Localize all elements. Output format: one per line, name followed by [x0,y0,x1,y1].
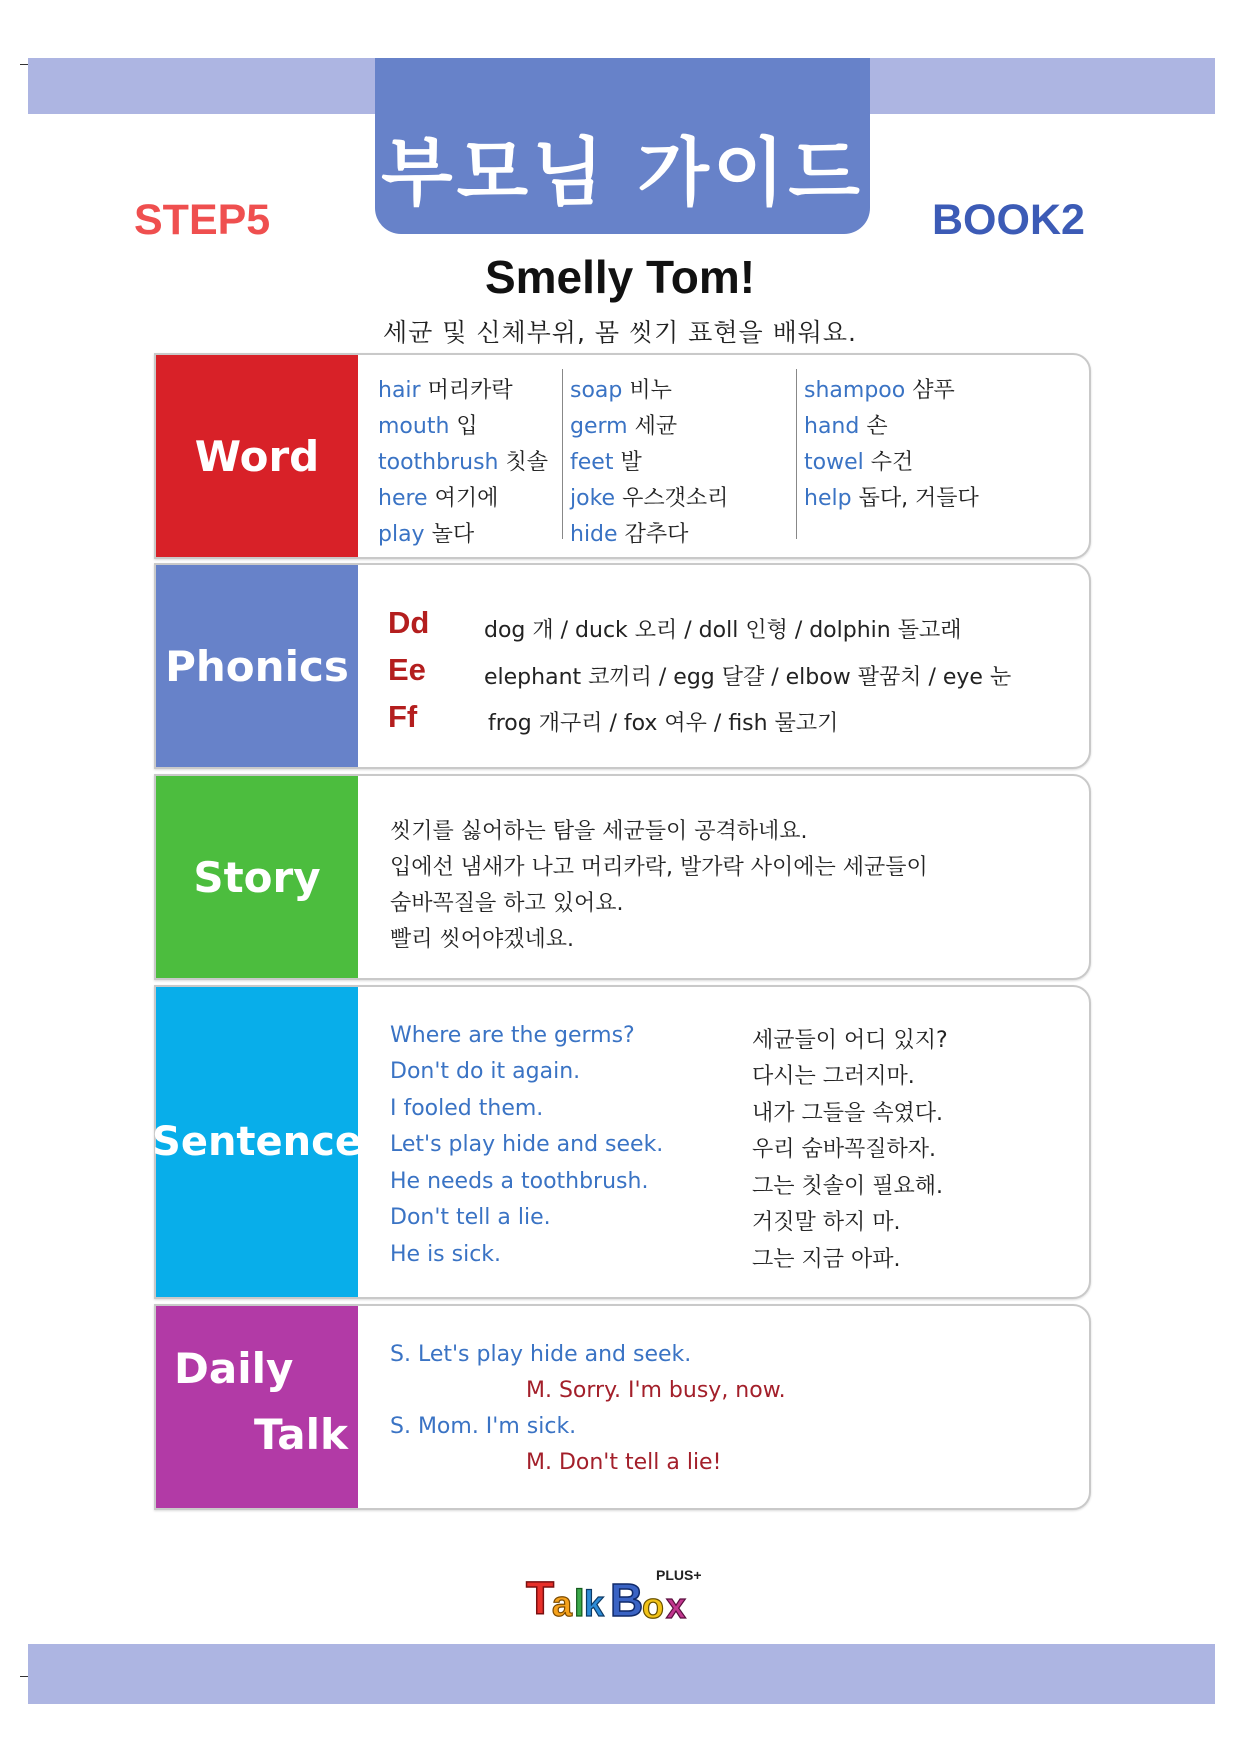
sentence-section [154,985,1091,1299]
phonics-label: Phonics [156,565,358,767]
sentence-kr: 세균들이 어디 있지? [752,1028,948,1053]
title-tab [375,58,870,234]
book-label: BOOK2 [932,196,1085,244]
svg-text:o: o [642,1585,664,1622]
word-section [154,353,1091,559]
daily-talk-label-line2: Talk [254,1410,348,1459]
step-label: STEP5 [134,196,271,244]
phonics-section [154,563,1091,769]
crop-mark [20,1676,28,1677]
story-section [154,774,1091,980]
sentence-en: Don't do it again. [390,1059,581,1084]
svg-text:x: x [666,1585,687,1622]
sentence-en: Don't tell a lie. [390,1205,551,1230]
sentence-kr: 거짓말 하지 마. [752,1210,901,1235]
phonics-words: elephant 코끼리 / egg 달걀 / elbow 팔꿈치 / eye 눈 [484,665,1012,690]
svg-text:k: k [584,1583,605,1622]
sentence-en: Where are the germs? [390,1023,635,1048]
sentence-en: He is sick. [390,1242,502,1267]
phonics-words: dog 개 / duck 오리 / doll 인형 / dolphin 돌고래 [484,618,962,643]
column-divider [796,369,797,539]
story-title: Smelly Tom! [484,251,756,303]
page-title: 부모님 가이드 [381,130,864,216]
word-item: hair 머리카락 [378,378,513,403]
word-item: here 여기에 [378,486,499,511]
logo-tag: PLUS+ [656,1567,702,1583]
svg-text:a: a [552,1583,573,1622]
talkbox-logo [524,1560,714,1622]
daily-talk-label-line1: Daily [174,1344,294,1393]
svg-text:l: l [574,1583,585,1622]
word-item: mouth 입 [378,414,478,439]
phonics-letter: Dd [388,605,430,640]
subtitle: 세균 및 신체부위, 몸 씻기 표현을 배워요. [383,318,857,347]
word-item: play 놀다 [378,522,475,547]
word-item: germ 세균 [570,414,678,439]
dialogue-line: M. Sorry. I'm busy, now. [526,1378,786,1403]
word-item: soap 비누 [570,378,672,403]
story-label: Story [156,776,358,978]
word-item: towel 수건 [804,450,914,475]
phonics-letter: Ee [388,652,426,687]
svg-text:B: B [610,1574,644,1622]
word-item: hide 감추다 [570,522,689,547]
svg-text:T: T [526,1572,555,1622]
talkbox-logo-graphic [524,1560,714,1622]
sentence-en: Let's play hide and seek. [390,1132,664,1157]
crop-mark [20,64,28,65]
word-item: joke 우스갯소리 [570,486,729,511]
story-line: 입에선 냄새가 나고 머리카락, 발가락 사이에는 세균들이 [390,855,928,880]
sentence-kr: 우리 숨바꼭질하자. [752,1137,937,1162]
word-item: toothbrush 칫솔 [378,450,548,475]
sentence-kr: 내가 그들을 속였다. [752,1101,943,1126]
sentence-kr: 다시는 그러지마. [752,1064,915,1089]
sentence-kr: 그는 지금 아파. [752,1247,901,1272]
word-item: help 돕다, 거들다 [804,486,979,511]
column-divider [562,369,563,539]
word-item: hand 손 [804,414,888,439]
story-line: 빨리 씻어야겠네요. [390,927,575,952]
dialogue-line: S. Mom. I'm sick. [390,1414,577,1439]
story-line: 씻기를 싫어하는 탐을 세균들이 공격하네요. [390,819,808,844]
sentence-en: I fooled them. [390,1096,544,1121]
story-line: 숨바꼭질을 하고 있어요. [390,891,624,916]
word-item: shampoo 샴푸 [804,378,955,403]
daily-talk-section [154,1304,1091,1510]
phonics-words: frog 개구리 / fox 여우 / fish 물고기 [488,711,839,736]
sentence-en: He needs a toothbrush. [390,1169,649,1194]
word-item: feet 발 [570,450,642,475]
phonics-letter: Ff [388,699,418,734]
bottom-band [28,1644,1215,1704]
sentence-label: Sentence [156,987,358,1297]
sentence-kr: 그는 칫솔이 필요해. [752,1174,943,1199]
dialogue-line: M. Don't tell a lie! [526,1450,722,1475]
word-label: Word [156,355,358,557]
dialogue-line: S. Let's play hide and seek. [390,1342,692,1367]
daily-talk-label [156,1306,358,1508]
